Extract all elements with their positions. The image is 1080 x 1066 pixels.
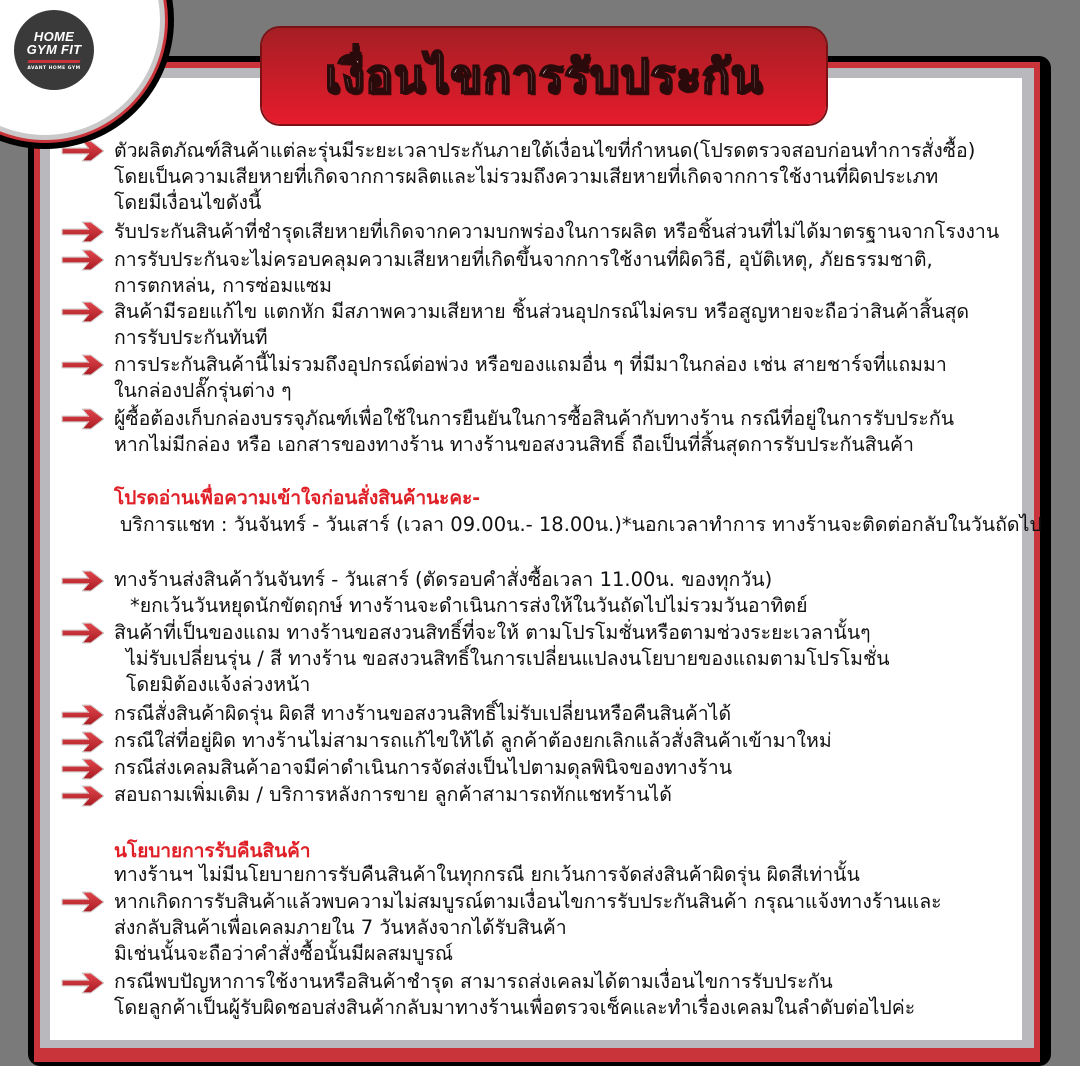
item-text: หากเกิดการรับสินค้าแล้วพบความไม่สมบูรณ์ตามเงื่อนไขการรับประกันสินค้า กรุณาแจ้งทางร้านและ (114, 890, 942, 913)
item-text: สินค้าที่เป็นของแถม ทางร้านขอสงวนสิทธิ์ที่จะให้ ตามโปรโมชั่นหรือตามช่วงระยะเวลานั้นๆ (114, 621, 871, 644)
item-text: ส่งกลับสินค้าเพื่อเคลมภายใน 7 วันหลังจากได้รับสินค้า (114, 916, 567, 939)
title-banner (262, 28, 826, 124)
logo-text-home: HOME (33, 28, 75, 44)
return-policy-heading: นโยบายการรับคืนสินค้า (114, 840, 311, 862)
arrow-right-icon (60, 622, 106, 644)
item-text: ผู้ซื้อต้องเก็บกล่องบรรจุภัณฑ์เพื่อใช้ในการยืนยันในการซื้อสินค้ากับทางร้าน กรณีที่อยู่ในการรับประกัน (114, 407, 955, 430)
item-text: โดยลูกค้าเป็นผู้รับผิดชอบส่งสินค้ากลับมาทางร้านเพื่อตรวจเช็คและทำเรื่องเคลมในลำดับต่อไปค่ะ (114, 996, 916, 1019)
return-policy-intro: ทางร้านฯ ไม่มีนโยบายการรับคืนสินค้าในทุกกรณี ยกเว้นการจัดส่งสินค้าผิดรุ่น ผิดสีเท่านั้น (114, 863, 860, 886)
arrow-right-icon (60, 301, 106, 323)
arrow-right-icon (60, 249, 106, 271)
item-text: การรับประกันทันที (114, 326, 268, 349)
item-text: รับประกันสินค้าที่ชำรุดเสียหายที่เกิดจากความบกพร่องในการผลิต หรือชิ้นส่วนที่ไม่ได้มาตรฐานจากโรงงาน (114, 220, 1000, 243)
item-text: โดยเป็นความเสียหายที่เกิดจากการผลิตและไม่รวมถึงความเสียหายที่เกิดจากการใช้งานที่ผิดประเภท (114, 165, 939, 188)
item-text: โดยมีเงื่อนไขดังนี้ (114, 191, 262, 214)
item-text: สอบถามเพิ่มเติม / บริการหลังการขาย ลูกค้าสามารถทักแชทร้านได้ (114, 783, 672, 806)
arrow-right-icon (60, 570, 106, 592)
arrow-right-icon (60, 891, 106, 913)
arrow-right-icon (60, 758, 106, 780)
brand-logo (14, 10, 94, 90)
arrow-right-icon (60, 221, 106, 243)
logo-tagline: AVANT HOME GYM (27, 65, 81, 71)
item-text: ในกล่องปลั๊กรุ่นต่าง ๆ (114, 379, 292, 402)
item-text: ไม่รับเปลี่ยนรุ่น / สี ทางร้าน ขอสงวนสิทธิ์ในการเปลี่ยนแปลงนโยบายของแถมตามโปรโมชั่น (126, 647, 890, 670)
arrow-right-icon (60, 731, 106, 753)
notice-heading: โปรดอ่านเพื่อความเข้าใจก่อนสั่งสินค้านะคะ- (114, 487, 481, 509)
item-text: การตกหล่น, การซ่อมแซม (114, 274, 332, 297)
item-text: ตัวผลิตภัณฑ์สินค้าแต่ละรุ่นมีระยะเวลาประกันภายใต้เงื่อนไขที่กำหนด(โปรดตรวจสอบก่อนทำการสั่งซื้อ) (114, 139, 976, 162)
arrow-right-icon (60, 408, 106, 430)
arrow-right-icon (60, 354, 106, 376)
item-text: โดยมิต้องแจ้งล่วงหน้า (126, 673, 311, 696)
arrow-right-icon (60, 140, 106, 162)
arrow-right-icon (60, 972, 106, 994)
arrow-right-icon (60, 785, 106, 807)
arrow-right-icon (60, 704, 106, 726)
logo-stripe (27, 60, 80, 63)
item-text: กรณีใส่ที่อยู่ผิด ทางร้านไม่สามารถแก้ไขให้ได้ ลูกค้าต้องยกเลิกแล้วสั่งสินค้าเข้ามาใหม่ (114, 729, 832, 752)
item-text: *ยกเว้นวันหยุดนักขัตฤกษ์ ทางร้านจะดำเนินการส่งให้ในวันถัดไปไม่รวมวันอาทิตย์ (130, 594, 808, 617)
item-text: การประกันสินค้านี้ไม่รวมถึงอุปกรณ์ต่อพ่วง หรือของแถมอื่น ๆ ที่มีมาในกล่อง เช่น สายชาร์จที่แถมมา (114, 353, 947, 376)
item-text: ทางร้านส่งสินค้าวันจันทร์ - วันเสาร์ (ตัดรอบคำสั่งซื้อเวลา 11.00น. ของทุกวัน) (114, 568, 773, 591)
item-text: กรณีพบปัญหาการใช้งานหรือสินค้าชำรุด สามารถส่งเคลมได้ตามเงื่อนไขการรับประกัน (114, 970, 833, 993)
item-text: มิเช่นนั้นจะถือว่าคำสั่งซื้อนั้นมีผลสมบูรณ์ (114, 942, 454, 965)
item-text: การรับประกันจะไม่ครอบคลุมความเสียหายที่เกิดขึ้นจากการใช้งานที่ผิดวิธี, อุบัติเหตุ, ภัยธรรมชาติ, (114, 248, 933, 271)
item-text: สินค้ามีรอยแก้ไข แตกหัก มีสภาพความเสียหาย ชิ้นส่วนอุปกรณ์ไม่ครบ หรือสูญหายจะถือว่าสินค้าสิ้นสุด (114, 300, 970, 323)
logo-text-gymfit: GYM FIT (26, 41, 82, 57)
item-text: กรณีสั่งสินค้าผิดรุ่น ผิดสี ทางร้านขอสงวนสิทธิ์ไม่รับเปลี่ยนหรือคืนสินค้าได้ (114, 702, 732, 725)
chat-hours: บริการแชท : วันจันทร์ - วันเสาร์ (เวลา 09.00น.- 18.00น.)*นอกเวลาทำการ ทางร้านจะติดต่อกลับในวันถัดไป (120, 513, 1042, 536)
page-title: เงื่อนไขการรับประกัน (324, 49, 764, 102)
item-text: หากไม่มีกล่อง หรือ เอกสารของทางร้าน ทางร้านขอสงวนสิทธิ์ ถือเป็นที่สิ้นสุดการรับประกันสินค้า (114, 433, 914, 456)
item-text: กรณีส่งเคลมสินค้าอาจมีค่าดำเนินการจัดส่งเป็นไปตามดุลพินิจของทางร้าน (114, 756, 733, 779)
